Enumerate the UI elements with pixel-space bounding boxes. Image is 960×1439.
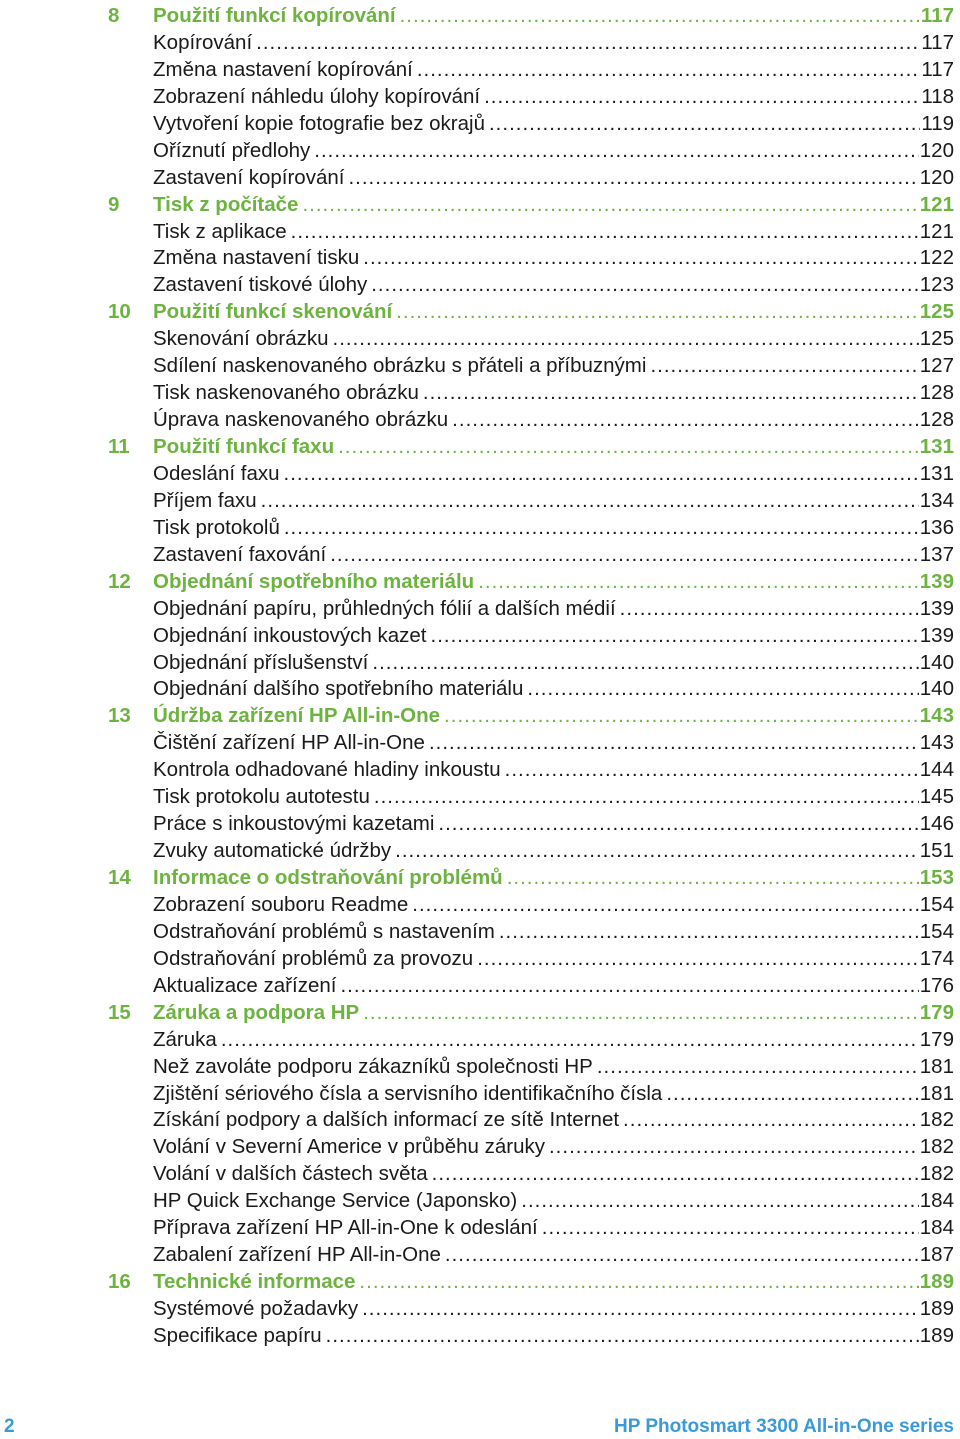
toc-entry [153,676,954,703]
toc-title: Odstraňování problémů s nastavením [153,919,495,943]
dot-leader [412,892,919,919]
dot-leader [338,434,919,461]
toc-page-number: 117 [921,30,954,54]
toc-title: Tisk protokolu autotestu [153,785,370,809]
toc-title: Použití funkcí kopírování [153,4,396,27]
toc-chapter-row[interactable] [0,865,960,892]
toc-page-number: 131 [919,435,954,458]
dot-leader [284,461,919,488]
toc-entry [153,192,954,219]
toc-section-row[interactable] [0,1107,960,1134]
toc-title: Údržba zařízení HP All-in-One [153,704,441,728]
toc-section-row[interactable] [0,1215,960,1242]
dot-leader [396,299,919,326]
dot-leader [666,1081,918,1108]
dot-leader [221,1027,919,1054]
toc-title: Zjištění sériového čísla a servisního identifikačního čísla [153,1081,663,1105]
toc-page-number: 139 [919,623,954,647]
toc-page-number: 140 [919,650,954,674]
toc-entry [153,84,954,111]
toc-section-row[interactable] [0,811,960,838]
toc-chapter-row[interactable] [0,192,960,219]
toc-entry [153,1242,954,1269]
dot-leader [326,1323,919,1350]
toc-page-number: 140 [919,677,954,701]
dot-leader [423,380,919,407]
toc-title: Objednání dalšího spotřebního materiálu [153,677,524,701]
toc-title: Objednání spotřebního materiálu [153,569,475,593]
toc-title: Informace o odstraňování problémů [153,866,503,889]
dot-leader [395,838,919,865]
dot-leader [363,245,919,272]
toc-page-number: 176 [919,973,954,997]
toc-title: Použití funkcí faxu [153,435,335,458]
toc-title: Příjem faxu [153,488,257,512]
toc-page-number: 134 [919,488,954,512]
dot-leader [374,784,919,811]
dot-leader [499,919,919,946]
chapter-number: 15 [108,1000,131,1024]
toc-page-number: 151 [919,839,954,863]
toc-page-number: 143 [919,704,954,728]
toc-page-number: 143 [919,731,954,755]
toc-page-number: 125 [919,327,954,351]
toc-page-number: 123 [919,273,954,297]
toc-section-row[interactable] [0,1188,960,1215]
toc-entry [153,703,954,730]
toc-section-row[interactable] [0,84,960,111]
dot-leader [359,1269,918,1296]
page-number: 2 [4,1416,15,1437]
table-of-contents [0,3,960,1350]
toc-title: Odeslání faxu [153,461,280,485]
toc-title: Získání podpory a dalších informací ze sítě Internet [153,1108,620,1132]
toc-entry [153,1269,954,1296]
dot-leader [521,1188,919,1215]
toc-page-number: 117 [920,4,954,27]
toc-page-number: 182 [919,1162,954,1186]
toc-section-row[interactable] [0,138,960,165]
toc-title: Úprava naskenovaného obrázku [153,408,449,432]
toc-page-number: 181 [919,1081,954,1105]
toc-title: Záruka [153,1027,217,1051]
toc-section-row[interactable] [0,1296,960,1323]
toc-entry [153,272,954,299]
toc-page-number: 187 [919,1243,954,1267]
dot-leader [438,811,918,838]
toc-title: Zastavení kopírování [153,165,345,189]
dot-leader [291,219,919,246]
toc-section-row[interactable] [0,542,960,569]
toc-page-number: 174 [919,946,954,970]
toc-entry [153,380,954,407]
toc-section-row[interactable] [0,676,960,703]
dot-leader [284,515,919,542]
toc-entry [153,353,954,380]
toc-chapter-row[interactable] [0,1000,960,1027]
toc-entry [153,784,954,811]
toc-entry [153,1215,954,1242]
toc-section-row[interactable] [0,245,960,272]
dot-leader [362,1296,919,1323]
toc-entry [153,165,954,192]
toc-entry [153,3,954,30]
dot-leader [452,407,919,434]
toc-page-number: 127 [919,354,954,378]
toc-page-number: 154 [919,892,954,916]
toc-entry [153,811,954,838]
toc-entry [153,1161,954,1188]
toc-title: Tisk protokolů [153,515,280,539]
toc-section-row[interactable] [0,461,960,488]
dot-leader [417,57,920,84]
toc-page-number: 182 [919,1135,954,1159]
dot-leader [261,488,919,515]
toc-page-number: 128 [919,408,954,432]
toc-entry [153,57,954,84]
toc-entry [153,1081,954,1108]
dot-leader [372,650,918,677]
dot-leader [527,676,918,703]
toc-entry [153,1027,954,1054]
dot-leader [445,1242,919,1269]
toc-page-number: 179 [919,1000,954,1024]
toc-entry [153,515,954,542]
toc-page-number: 145 [919,785,954,809]
toc-title: Než zavoláte podporu zákazníků společnosti HP [153,1054,593,1078]
toc-title: Kopírování [153,30,253,54]
chapter-number: 8 [108,4,120,27]
toc-entry [153,757,954,784]
dot-leader [431,623,919,650]
toc-page-number: 181 [919,1054,954,1078]
toc-page-number: 125 [919,300,954,324]
toc-title: Zastavení faxování [153,542,327,566]
toc-section-row[interactable] [0,1161,960,1188]
toc-title: Zvuky automatické údržby [153,839,392,863]
dot-leader [363,1000,919,1027]
toc-title: Oříznutí předlohy [153,138,311,162]
toc-page-number: 121 [919,192,954,216]
chapter-number: 13 [108,704,131,728]
toc-section-row[interactable] [0,1134,960,1161]
toc-chapter-row[interactable] [0,703,960,730]
toc-entry [153,650,954,677]
toc-page-number: 189 [919,1297,954,1320]
toc-page-number: 182 [919,1108,954,1132]
toc-entry [153,326,954,353]
dot-leader [489,111,920,138]
toc-title: Zastavení tiskové úlohy [153,273,368,297]
toc-entry [153,407,954,434]
toc-page-number: 146 [919,812,954,836]
toc-entry [153,434,954,461]
dot-leader [371,272,919,299]
toc-entry [153,946,954,973]
toc-page-number: 128 [919,381,954,405]
toc-page-number: 139 [919,569,954,593]
toc-entry [153,1188,954,1215]
toc-entry [153,919,954,946]
toc-entry [153,542,954,569]
toc-entry [153,299,954,326]
toc-title: Skenování obrázku [153,327,329,351]
toc-title: Sdílení naskenovaného obrázku s přáteli a příbuznými [153,354,647,378]
toc-section-row[interactable] [0,1027,960,1054]
toc-section-row[interactable] [0,596,960,623]
toc-entry [153,569,954,596]
product-name: HP Photosmart 3300 All-in-One series [613,1416,954,1437]
toc-section-row[interactable] [0,380,960,407]
toc-entry [153,1054,954,1081]
toc-chapter-row[interactable] [0,569,960,596]
toc-page-number: 144 [919,758,954,782]
toc-chapter-row[interactable] [0,434,960,461]
toc-entry [153,1323,954,1350]
toc-title: Tisk z aplikace [153,219,287,243]
toc-section-row[interactable] [0,973,960,1000]
toc-title: Tisk naskenovaného obrázku [153,381,419,405]
toc-page-number: 189 [919,1270,954,1294]
toc-title: Změna nastavení tisku [153,246,360,270]
toc-title: Práce s inkoustovými kazetami [153,812,435,836]
toc-section-row[interactable] [0,838,960,865]
toc-page-number: 184 [919,1216,954,1240]
toc-entry [153,111,954,138]
dot-leader [542,1215,919,1242]
toc-title: Objednání papíru, průhledných fólií a dalších médií [153,596,616,620]
toc-entry [153,1000,954,1027]
toc-entry [153,973,954,1000]
toc-section-row[interactable] [0,757,960,784]
toc-page-number: 121 [919,219,954,243]
dot-leader [505,757,919,784]
toc-section-row[interactable] [0,515,960,542]
toc-page-number: 117 [921,57,954,81]
toc-title: Volání v Severní Americe v průběhu záruky [153,1135,545,1159]
dot-leader [330,542,919,569]
dot-leader [432,1161,919,1188]
toc-section-row[interactable] [0,488,960,515]
toc-entry [153,138,954,165]
toc-page-number: 120 [919,165,954,189]
toc-section-row[interactable] [0,892,960,919]
toc-title: Změna nastavení kopírování [153,57,413,81]
toc-page-number: 122 [919,246,954,270]
toc-section-row[interactable] [0,30,960,57]
toc-title: Objednání příslušenství [153,650,369,674]
toc-section-row[interactable] [0,165,960,192]
toc-page-number: 153 [919,866,954,889]
toc-entry [153,596,954,623]
toc-page-number: 137 [919,542,954,566]
toc-entry [153,623,954,650]
toc-section-row[interactable] [0,623,960,650]
toc-title: Zabalení zařízení HP All-in-One [153,1243,441,1267]
dot-leader [650,353,918,380]
dot-leader [429,730,919,757]
toc-chapter-row[interactable] [0,1269,960,1296]
toc-entry [153,865,954,892]
toc-title: HP Quick Exchange Service (Japonsko) [153,1189,518,1213]
dot-leader [400,3,920,30]
toc-title: Čištění zařízení HP All-in-One [153,731,425,755]
toc-section-row[interactable] [0,1323,960,1350]
toc-title: Použití funkcí skenování [153,300,393,324]
dot-leader [256,30,920,57]
toc-title: Odstraňování problémů za provozu [153,946,474,970]
toc-section-row[interactable] [0,1054,960,1081]
toc-section-row[interactable] [0,1081,960,1108]
dot-leader [444,703,919,730]
toc-title: Tisk z počítače [153,192,299,216]
dot-leader [507,865,919,892]
dot-leader [623,1107,919,1134]
dot-leader [478,569,919,596]
toc-entry [153,1107,954,1134]
toc-entry [153,892,954,919]
toc-entry [153,245,954,272]
toc-section-row[interactable] [0,784,960,811]
page-footer [0,1412,960,1439]
toc-title: Zobrazení náhledu úlohy kopírování [153,84,481,108]
toc-title: Zobrazení souboru Readme [153,892,409,916]
chapter-number: 9 [108,192,120,216]
toc-page-number: 120 [919,138,954,162]
toc-page-number: 184 [919,1189,954,1213]
toc-title: Záruka a podpora HP [153,1000,360,1024]
toc-entry [153,219,954,246]
toc-section-row[interactable] [0,1242,960,1269]
toc-title: Příprava zařízení HP All-in-One k odeslání [153,1216,538,1240]
toc-title: Aktualizace zařízení [153,973,337,997]
toc-entry [153,30,954,57]
toc-page-number: 139 [919,596,954,620]
toc-title: Kontrola odhadované hladiny inkoustu [153,758,501,782]
toc-section-row[interactable] [0,919,960,946]
toc-page-number: 189 [919,1323,954,1347]
dot-leader [484,84,920,111]
dot-leader [314,138,919,165]
toc-title: Volání v dalších částech světa [153,1162,428,1186]
chapter-number: 14 [108,866,131,889]
toc-entry [153,838,954,865]
toc-section-row[interactable] [0,57,960,84]
toc-entry [153,730,954,757]
toc-section-row[interactable] [0,353,960,380]
toc-page-number: 179 [919,1027,954,1051]
dot-leader [620,596,919,623]
toc-entry [153,1134,954,1161]
toc-entry [153,1296,954,1323]
toc-section-row[interactable] [0,650,960,677]
toc-section-row[interactable] [0,326,960,353]
toc-entry [153,461,954,488]
toc-page-number: 131 [919,461,954,485]
chapter-number: 10 [108,300,131,324]
toc-section-row[interactable] [0,111,960,138]
chapter-number: 16 [108,1270,131,1294]
toc-page-number: 118 [921,84,954,108]
toc-section-row[interactable] [0,219,960,246]
dot-leader [302,192,918,219]
toc-title: Objednání inkoustových kazet [153,623,427,647]
toc-title: Technické informace [153,1270,356,1294]
chapter-number: 12 [108,569,131,593]
toc-page-number: 136 [919,515,954,539]
dot-leader [477,946,919,973]
toc-entry [153,488,954,515]
toc-section-row[interactable] [0,730,960,757]
dot-leader [597,1054,919,1081]
dot-leader [333,326,919,353]
toc-section-row[interactable] [0,407,960,434]
chapter-number: 11 [108,435,130,458]
toc-title: Systémové požadavky [153,1297,359,1320]
toc-section-row[interactable] [0,946,960,973]
dot-leader [340,973,918,1000]
dot-leader [549,1134,919,1161]
toc-page-number: 154 [919,919,954,943]
toc-title: Vytvoření kopie fotografie bez okrajů [153,111,485,135]
toc-title: Specifikace papíru [153,1323,322,1347]
dot-leader [348,165,918,192]
toc-section-row[interactable] [0,272,960,299]
toc-page-number: 119 [921,111,954,135]
toc-chapter-row[interactable] [0,299,960,326]
toc-chapter-row[interactable] [0,3,960,30]
